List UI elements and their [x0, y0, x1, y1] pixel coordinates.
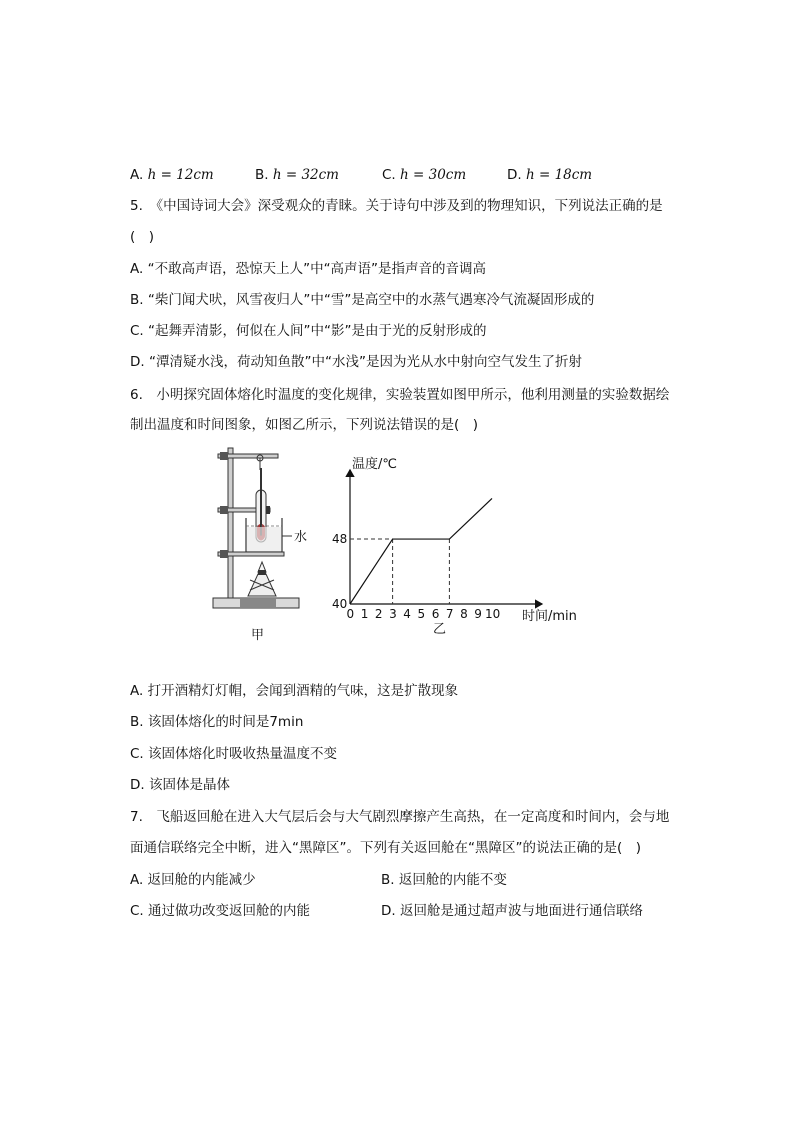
chart-x-tick-label: 0	[346, 607, 355, 621]
q4-option-a: A. h = 12cm	[130, 167, 214, 183]
q6-stem-line2: 制出温度和时间图象，如图乙所示，下列说法错误的是( )	[130, 417, 479, 433]
q7-stem-line1: 7. 飞船返回舱在进入大气层后会与大气剧烈摩擦产生高热，在一定高度和时间内，会与地	[130, 809, 670, 825]
q6-option-b: B. 该固体熔化的时间是7min	[130, 714, 304, 730]
chart-x-tick-label: 9	[474, 607, 482, 621]
q5-option-b: B. “柴门闻犬吠，风雪夜归人”中“雪”是高空中的水蒸气遇寒冷气流凝固形成的	[130, 292, 595, 308]
chart-x-tick-label: 7	[445, 607, 454, 621]
chart-caption: 乙	[433, 622, 447, 635]
chart-x-tick-label: 2	[374, 607, 383, 621]
chart-x-tick-label: 6	[431, 607, 440, 621]
q5-option-a: A. “不敢高声语，恐惊天上人”中“高声语”是指声音的音调高	[130, 261, 487, 277]
chart-x-tick-label: 8	[460, 607, 468, 621]
q6-option-d: D. 该固体是晶体	[130, 777, 230, 793]
q5-option-d: D. “潭清疑水浅，荷动知鱼散”中“水浅”是因为光从水中射向空气发生了折射	[130, 354, 582, 370]
chart-xlabel: 时间/min	[522, 609, 577, 624]
chart-x-tick-label: 1	[360, 607, 369, 621]
q5-stem-line2: ( )	[130, 229, 155, 245]
chart-ylabel: 温度/℃	[352, 457, 397, 472]
q4-option-d: D. h = 18cm	[507, 167, 593, 183]
q7-option-d: D. 返回舱是通过超声波与地面进行通信联络	[381, 903, 643, 919]
q7-option-b: B. 返回舱的内能不变	[381, 872, 507, 888]
q7-option-c: C. 通过做功改变返回舱的内能	[130, 903, 311, 919]
q5-option-c: C. “起舞弄清影，何似在人间”中“影”是由于光的反射形成的	[130, 323, 487, 339]
q6-option-c: C. 该固体熔化时吸收热量温度不变	[130, 746, 338, 762]
chart-y-tick-label: 48	[332, 532, 348, 547]
figure-jia-apparatus	[200, 440, 330, 645]
q7-stem-line2: 面通信联络完全中断，进入“黑障区”。下列有关返回舱在“黑障区”的说法正确的是( )	[130, 840, 642, 856]
q4-option-b: B. h = 32cm	[255, 167, 339, 183]
q6-stem-line1: 6. 小明探究固体熔化时温度的变化规律，实验装置如图甲所示，他利用测量的实验数据绘	[130, 387, 670, 403]
chart-y-tick-label: 40	[332, 597, 348, 611]
chart-series-line	[350, 498, 492, 604]
chart-x-tick-label: 10	[485, 607, 501, 621]
chart-x-tick-label: 5	[417, 607, 426, 621]
q7-option-a: A. 返回舱的内能减少	[130, 872, 256, 888]
water-label: 水	[294, 530, 308, 545]
figure-yi-chart	[330, 450, 580, 635]
q5-stem-line1: 5. 《中国诗词大会》深受观众的青睐。关于诗句中涉及到的物理知识，下列说法正确的是	[130, 198, 663, 214]
q6-option-a: A. 打开酒精灯灯帽，会闻到酒精的气味，这是扩散现象	[130, 683, 459, 699]
figure-jia-caption: 甲	[251, 628, 265, 643]
q4-option-c: C. h = 30cm	[382, 167, 467, 183]
chart-x-tick-label: 3	[389, 607, 397, 621]
chart-x-tick-label: 4	[403, 607, 411, 621]
q4-options	[130, 166, 650, 184]
